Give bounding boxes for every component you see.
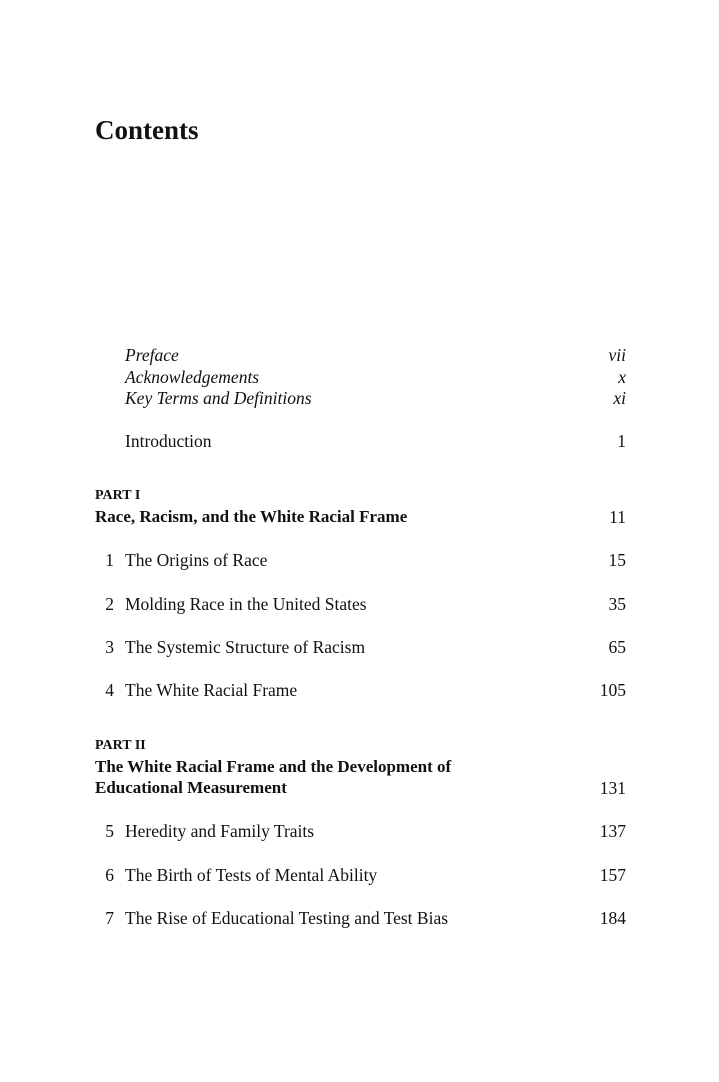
toc-entry-page: 184: [599, 908, 626, 928]
toc-entry-page: 157: [599, 865, 626, 885]
chapter-title: The Birth of Tests of Mental Ability: [125, 865, 378, 885]
chapter-title: Heredity and Family Traits: [125, 821, 315, 841]
chapter-number: 6: [105, 865, 114, 885]
toc-part-heading[interactable]: [95, 506, 626, 528]
toc-entry-title: Acknowledgements: [125, 367, 260, 387]
toc-entry-introduction[interactable]: [95, 430, 626, 452]
chapter-number: 4: [105, 680, 114, 700]
chapter-number: 1: [105, 550, 114, 570]
toc-part-heading-line[interactable]: [95, 756, 626, 778]
toc-chapter-entry[interactable]: [95, 820, 626, 842]
toc-entry-page: 137: [599, 821, 626, 841]
toc-entry-title: Key Terms and Definitions: [125, 388, 312, 408]
part-title: Educational Measurement: [95, 778, 287, 797]
toc-chapter-entry[interactable]: [95, 593, 626, 615]
toc-entry-page: 105: [599, 680, 626, 700]
chapter-title: The Rise of Educational Testing and Test Bias: [125, 908, 449, 928]
toc-entry-page: 1: [617, 431, 626, 451]
toc-entry-page: 15: [608, 550, 626, 570]
toc-part-heading[interactable]: [95, 777, 626, 799]
toc-entry-page: 65: [608, 637, 626, 657]
toc-entry-title: Introduction: [125, 431, 212, 451]
chapter-title: The Systemic Structure of Racism: [125, 637, 366, 657]
chapter-number: 5: [105, 821, 114, 841]
toc-chapter-entry[interactable]: [95, 907, 626, 929]
toc-entry-preface[interactable]: [95, 344, 626, 366]
toc-chapter-entry[interactable]: [95, 549, 626, 571]
chapter-number: 7: [105, 908, 114, 928]
toc-chapter-entry[interactable]: [95, 679, 626, 701]
toc-entry-page: 35: [608, 594, 626, 614]
chapter-number: 3: [105, 637, 114, 657]
toc-entry-page: x: [618, 367, 626, 387]
part-label: PART II: [95, 738, 146, 753]
toc-entry-page: vii: [608, 345, 626, 365]
page-title: Contents: [95, 115, 199, 145]
chapter-title: The White Racial Frame: [125, 680, 298, 700]
toc-entry-page: xi: [613, 388, 626, 408]
toc-entry-page: 11: [609, 507, 626, 527]
toc-chapter-entry[interactable]: [95, 636, 626, 658]
chapter-title: Molding Race in the United States: [125, 594, 367, 614]
part-title: The White Racial Frame and the Development of: [95, 757, 452, 776]
part-label: PART I: [95, 488, 141, 503]
part-title: Race, Racism, and the White Racial Frame: [95, 507, 408, 526]
chapter-number: 2: [105, 594, 114, 614]
chapter-title: The Origins of Race: [125, 550, 268, 570]
toc-entry-acknowledgements[interactable]: [95, 366, 626, 388]
toc-entry-key-terms[interactable]: [95, 387, 626, 409]
toc-chapter-entry[interactable]: [95, 864, 626, 886]
toc-entry-title: Preface: [125, 345, 179, 365]
toc-entry-page: 131: [599, 778, 626, 798]
